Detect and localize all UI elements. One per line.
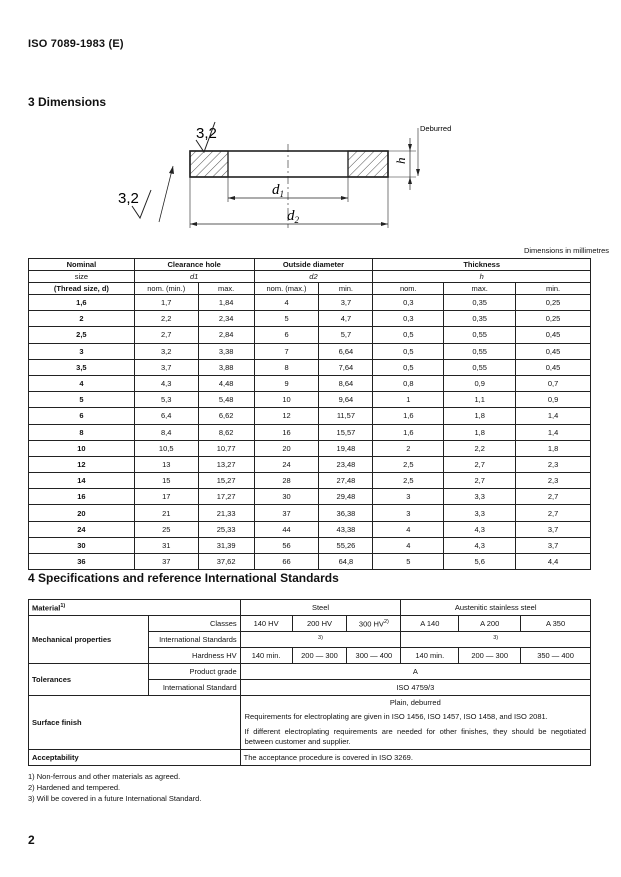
table-cell: 11,57 <box>319 408 373 424</box>
table-cell: 4,3 <box>134 375 198 391</box>
table-cell: 6 <box>254 327 319 343</box>
header-thread-size: (Thread size, d) <box>29 283 135 295</box>
table-cell: 0,5 <box>373 343 444 359</box>
subheader: nom. (min.) <box>134 283 198 295</box>
footnote: 1) Non-ferrous and other materials as agreed. <box>28 772 181 781</box>
subheader: max. <box>198 283 254 295</box>
table-cell: 25 <box>134 521 198 537</box>
table-cell: 0,55 <box>444 343 516 359</box>
table-cell: 10 <box>254 392 319 408</box>
washer-diagram <box>110 118 490 246</box>
table-cell: 37,62 <box>198 554 254 570</box>
table-cell: 2,84 <box>198 327 254 343</box>
page-number: 2 <box>28 833 35 847</box>
table-cell: 1,8 <box>444 408 516 424</box>
product-grade-label: Product grade <box>148 664 240 680</box>
product-grade-value: A <box>240 664 590 680</box>
table-cell: 0,3 <box>373 311 444 327</box>
table-cell: 0,45 <box>516 343 591 359</box>
class-value: A 200 <box>459 616 521 632</box>
table-cell: 8 <box>254 359 319 375</box>
table-cell: 2 <box>373 440 444 456</box>
table-cell: 31,39 <box>198 537 254 553</box>
table-cell: 0,8 <box>373 375 444 391</box>
table-cell: 1,84 <box>198 295 254 311</box>
table-cell: 4 <box>373 521 444 537</box>
table-cell: 6,4 <box>134 408 198 424</box>
table-cell: 1,7 <box>134 295 198 311</box>
table-cell: 17,27 <box>198 489 254 505</box>
table-row <box>29 408 591 424</box>
hardness-label: Hardness HV <box>148 648 240 664</box>
table-cell: 0,45 <box>516 359 591 375</box>
header-nominal: Nominal <box>29 259 135 271</box>
class-value: 140 HV <box>240 616 292 632</box>
table-cell: 23,48 <box>319 456 373 472</box>
table-row <box>29 440 591 456</box>
hardness-value: 200 — 300 <box>292 648 347 664</box>
h-label: h <box>393 157 408 164</box>
table-cell: 37 <box>254 505 319 521</box>
table-cell: 15 <box>134 473 198 489</box>
class-value: A 140 <box>401 616 459 632</box>
table-cell: 2,7 <box>516 489 591 505</box>
table-cell: 3,3 <box>444 505 516 521</box>
table-cell: 16 <box>254 424 319 440</box>
table-cell: 1,1 <box>444 392 516 408</box>
table-cell: 2,7 <box>444 456 516 472</box>
table-cell: 5 <box>254 311 319 327</box>
table-cell: 0,25 <box>516 311 591 327</box>
d1-label: $d_1$ <box>272 182 284 199</box>
table-cell: 17 <box>134 489 198 505</box>
table-cell: 24 <box>254 456 319 472</box>
table-cell: 5,6 <box>444 554 516 570</box>
table-cell: 36,38 <box>319 505 373 521</box>
table-cell: 3,2 <box>134 343 198 359</box>
table-cell: 10,77 <box>198 440 254 456</box>
table-cell: 4,3 <box>444 537 516 553</box>
footnote: 2) Hardened and tempered. <box>28 783 121 792</box>
table-cell: 0,5 <box>373 359 444 375</box>
table-cell: 28 <box>254 473 319 489</box>
table-row <box>29 537 591 553</box>
footnote: 3) Will be covered in a future International Standard. <box>28 794 202 803</box>
hardness-value: 300 — 400 <box>347 648 401 664</box>
intl-standards-label: International Standards <box>148 632 240 648</box>
table-cell: 3,7 <box>319 295 373 311</box>
mechanical-properties-label: Mechanical properties <box>29 616 149 664</box>
table-cell: 64,8 <box>319 554 373 570</box>
stainless-header: Austenitic stainless steel <box>401 600 591 616</box>
table-cell: 0,5 <box>373 327 444 343</box>
table-cell: 3,38 <box>198 343 254 359</box>
table-cell: 21,33 <box>198 505 254 521</box>
acceptability-label: Acceptability <box>29 750 241 766</box>
table-cell: 0,55 <box>444 327 516 343</box>
table-row <box>29 375 591 391</box>
subheader: nom. (max.) <box>254 283 319 295</box>
section-4-title: 4 Specifications and reference International Standards <box>28 571 339 585</box>
table-cell: 2,5 <box>373 473 444 489</box>
table-cell: 27,48 <box>319 473 373 489</box>
intl-standard-label: International Standard <box>148 680 240 696</box>
table-cell: 15,57 <box>319 424 373 440</box>
table-row <box>29 473 591 489</box>
table-cell: 29,48 <box>319 489 373 505</box>
nominal-size-cell: 36 <box>29 554 135 570</box>
table-row <box>29 295 591 311</box>
table-row <box>29 343 591 359</box>
table-cell: 0,35 <box>444 311 516 327</box>
table-cell: 9,64 <box>319 392 373 408</box>
header-outside: Outside diameter <box>254 259 373 271</box>
specifications-table <box>28 599 591 766</box>
table-cell: 66 <box>254 554 319 570</box>
table-cell: 43,38 <box>319 521 373 537</box>
nominal-size-cell: 10 <box>29 440 135 456</box>
table-row <box>29 505 591 521</box>
table-cell: 4,3 <box>444 521 516 537</box>
table-cell: 4 <box>254 295 319 311</box>
class-value: A 350 <box>521 616 591 632</box>
d2-label: $d_2$ <box>287 208 299 225</box>
table-cell: 3 <box>373 489 444 505</box>
table-cell: 5,7 <box>319 327 373 343</box>
dimensions-table <box>28 258 591 570</box>
table-cell: 5,48 <box>198 392 254 408</box>
table-cell: 1,8 <box>444 424 516 440</box>
table-cell: 3 <box>373 505 444 521</box>
table-row <box>29 392 591 408</box>
table-cell: 37 <box>134 554 198 570</box>
table-cell: 0,9 <box>516 392 591 408</box>
table-row <box>29 424 591 440</box>
table-cell: 10,5 <box>134 440 198 456</box>
header-size: size <box>29 271 135 283</box>
acceptability-value: The acceptance procedure is covered in ISO 3269. <box>240 750 590 766</box>
steel-standard-value: 3) <box>240 632 401 648</box>
table-cell: 9 <box>254 375 319 391</box>
table-cell: 1,4 <box>516 408 591 424</box>
table-row <box>29 456 591 472</box>
table-row <box>29 311 591 327</box>
stainless-standard-value: 3) <box>401 632 591 648</box>
table-cell: 2,2 <box>134 311 198 327</box>
section-3-title: 3 Dimensions <box>28 95 107 109</box>
roughness-left-label: 3,2 <box>118 190 139 207</box>
nominal-size-cell: 16 <box>29 489 135 505</box>
table-cell: 8,4 <box>134 424 198 440</box>
header-clearance: Clearance hole <box>134 259 254 271</box>
table-cell: 7,64 <box>319 359 373 375</box>
table-cell: 0,3 <box>373 295 444 311</box>
nominal-size-cell: 3 <box>29 343 135 359</box>
nominal-size-cell: 1,6 <box>29 295 135 311</box>
header-thickness: Thickness <box>373 259 591 271</box>
nominal-size-cell: 24 <box>29 521 135 537</box>
intl-standard-value: ISO 4759/3 <box>240 680 590 696</box>
subheader: nom. <box>373 283 444 295</box>
table-cell: 1 <box>373 392 444 408</box>
table-cell: 5,3 <box>134 392 198 408</box>
classes-label: Classes <box>148 616 240 632</box>
table-row <box>29 521 591 537</box>
tolerances-label: Tolerances <box>29 664 149 696</box>
table-cell: 3,7 <box>134 359 198 375</box>
class-value: 200 HV <box>292 616 347 632</box>
table-cell: 6,64 <box>319 343 373 359</box>
material-label: Material$^{1)}$ <box>29 600 241 616</box>
table-cell: 2,3 <box>516 456 591 472</box>
nominal-size-cell: 14 <box>29 473 135 489</box>
header-outside-symbol: d2 <box>254 271 373 283</box>
table-cell: 8,64 <box>319 375 373 391</box>
table-cell: 55,26 <box>319 537 373 553</box>
table-cell: 1,6 <box>373 424 444 440</box>
nominal-size-cell: 2 <box>29 311 135 327</box>
washer-left-section <box>190 151 228 177</box>
table-cell: 13 <box>134 456 198 472</box>
table-cell: 0,9 <box>444 375 516 391</box>
table-cell: 3,88 <box>198 359 254 375</box>
table-cell: 3,3 <box>444 489 516 505</box>
table-cell: 4,48 <box>198 375 254 391</box>
table-cell: 2,34 <box>198 311 254 327</box>
table-row <box>29 554 591 570</box>
table-cell: 2,3 <box>516 473 591 489</box>
header-thickness-symbol: h <box>373 271 591 283</box>
table-cell: 2,7 <box>516 505 591 521</box>
nominal-size-cell: 12 <box>29 456 135 472</box>
table-cell: 7 <box>254 343 319 359</box>
hardness-value: 350 — 400 <box>521 648 591 664</box>
table-cell: 21 <box>134 505 198 521</box>
nominal-size-cell: 4 <box>29 375 135 391</box>
table-cell: 5 <box>373 554 444 570</box>
table-cell: 2,2 <box>444 440 516 456</box>
table-cell: 4,4 <box>516 554 591 570</box>
nominal-size-cell: 3,5 <box>29 359 135 375</box>
nominal-size-cell: 5 <box>29 392 135 408</box>
subheader: min. <box>319 283 373 295</box>
steel-header: Steel <box>240 600 401 616</box>
table-cell: 12 <box>254 408 319 424</box>
table-cell: 3,7 <box>516 521 591 537</box>
table-cell: 30 <box>254 489 319 505</box>
table-cell: 4,7 <box>319 311 373 327</box>
table-row <box>29 327 591 343</box>
deburred-label: Deburred <box>420 124 452 133</box>
table-row <box>29 359 591 375</box>
nominal-size-cell: 2,5 <box>29 327 135 343</box>
table-cell: 0,35 <box>444 295 516 311</box>
dimensions-unit-note: Dimensions in millimetres <box>523 246 609 255</box>
subheader: min. <box>516 283 591 295</box>
nominal-size-cell: 20 <box>29 505 135 521</box>
table-cell: 0,55 <box>444 359 516 375</box>
table-cell: 3,7 <box>516 537 591 553</box>
hardness-value: 200 — 300 <box>459 648 521 664</box>
hardness-value: 140 min. <box>240 648 292 664</box>
class-value: 300 HV$^{2)}$ <box>347 616 401 632</box>
table-cell: 25,33 <box>198 521 254 537</box>
header-clearance-symbol: d1 <box>134 271 254 283</box>
table-cell: 56 <box>254 537 319 553</box>
table-cell: 31 <box>134 537 198 553</box>
table-cell: 6,62 <box>198 408 254 424</box>
table-cell: 19,48 <box>319 440 373 456</box>
table-cell: 1,4 <box>516 424 591 440</box>
table-cell: 8,62 <box>198 424 254 440</box>
table-cell: 20 <box>254 440 319 456</box>
table-cell: 4 <box>373 537 444 553</box>
table-cell: 2,7 <box>134 327 198 343</box>
table-cell: 44 <box>254 521 319 537</box>
table-cell: 13,27 <box>198 456 254 472</box>
table-cell: 0,7 <box>516 375 591 391</box>
hardness-value: 140 min. <box>401 648 459 664</box>
document-id: ISO 7089-1983 (E) <box>28 38 124 50</box>
nominal-size-cell: 8 <box>29 424 135 440</box>
table-cell: 0,45 <box>516 327 591 343</box>
surface-finish-value: Plain, deburred Requirements for electroplating are given in ISO 1456, ISO 1457, ISO 1458, and ISO 2081. If different electroplating requirements are needed for other finishes, they should be negotiated between customer and supplier. <box>240 696 590 750</box>
roughness-top-label: 3,2 <box>196 125 217 142</box>
nominal-size-cell: 30 <box>29 537 135 553</box>
table-cell: 2,7 <box>444 473 516 489</box>
washer-right-section <box>348 151 388 177</box>
table-cell: 15,27 <box>198 473 254 489</box>
table-cell: 2,5 <box>373 456 444 472</box>
table-row <box>29 489 591 505</box>
subheader: max. <box>444 283 516 295</box>
table-cell: 1,8 <box>516 440 591 456</box>
nominal-size-cell: 6 <box>29 408 135 424</box>
surface-finish-label: Surface finish <box>29 696 241 750</box>
table-cell: 1,6 <box>373 408 444 424</box>
table-cell: 0,25 <box>516 295 591 311</box>
